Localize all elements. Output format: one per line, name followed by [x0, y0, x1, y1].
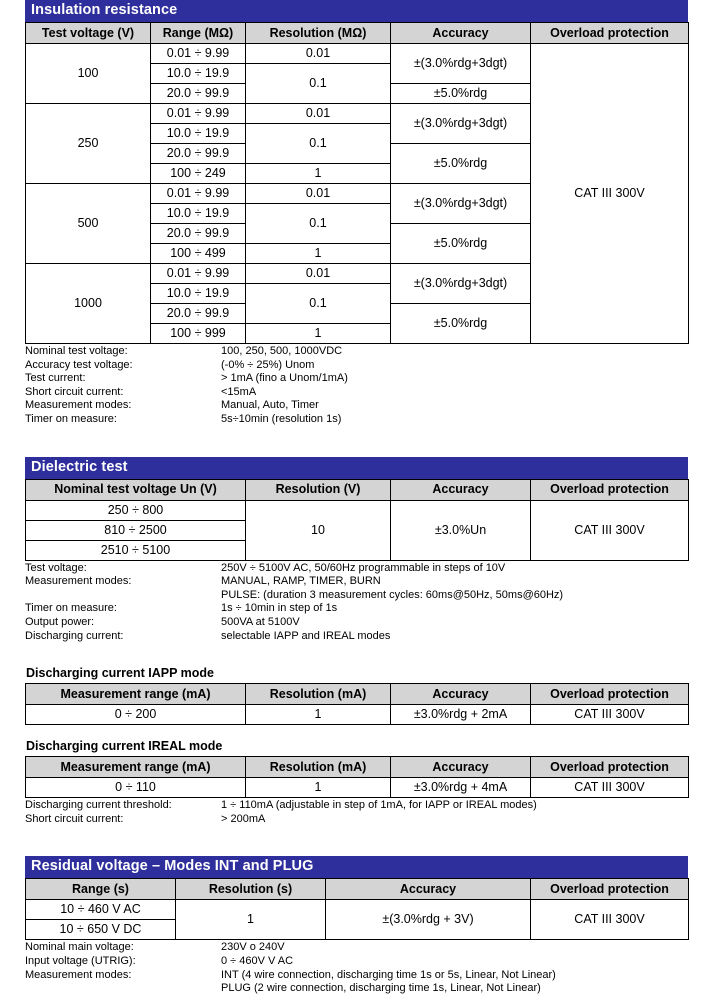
- column-header-overload-protection: Overload protection: [531, 879, 689, 900]
- spacer: [0, 725, 711, 738]
- cell-accuracy: ±(3.0%rdg+3dgt): [391, 104, 531, 144]
- cell-accuracy: ±3.0%rdg + 4mA: [391, 778, 531, 798]
- cell-accuracy: ±(3.0%rdg+3dgt): [391, 44, 531, 84]
- note-value: > 1mA (fino a Unom/1mA): [221, 372, 348, 385]
- cell-range: 10.0 ÷ 19.9: [151, 284, 246, 304]
- cell-resolution: 0.1: [246, 284, 391, 324]
- section-title-ireal: Discharging current IREAL mode: [26, 739, 223, 754]
- note-item: [25, 359, 688, 373]
- column-header-resolution: Resolution (s): [176, 879, 326, 900]
- cell-accuracy: ±3.0%Un: [391, 500, 531, 560]
- note-item: [25, 602, 688, 616]
- note-item: [25, 575, 688, 589]
- note-label: Test current:: [25, 372, 86, 385]
- note-label: Timer on measure:: [25, 412, 117, 425]
- note-item: [25, 413, 688, 427]
- cell-resolution: 0.01: [246, 184, 391, 204]
- cell-resolution: 1: [246, 244, 391, 264]
- cell-accuracy: ±5.0%rdg: [391, 144, 531, 184]
- iapp-table: [25, 683, 689, 725]
- cell-accuracy: ±5.0%rdg: [391, 224, 531, 264]
- note-item: [25, 562, 688, 576]
- note-label: Accuracy test voltage:: [25, 358, 133, 371]
- cell-resolution: 0.1: [246, 204, 391, 244]
- column-header-resolution: Resolution (MΩ): [246, 23, 391, 44]
- spacer: [0, 826, 711, 856]
- cell-range: 20.0 ÷ 99.9: [151, 304, 246, 324]
- column-header-measurement-range: Measurement range (mA): [26, 684, 246, 705]
- note-item: [25, 386, 688, 400]
- cell-resolution: 0.01: [246, 44, 391, 64]
- note-item: [25, 372, 688, 386]
- cell-resolution: 0.01: [246, 104, 391, 124]
- dielectric-notes: [25, 562, 688, 644]
- cell-range: 0.01 ÷ 9.99: [151, 264, 246, 284]
- column-header-test-voltage: Test voltage (V): [26, 23, 151, 44]
- cell-range: 10.0 ÷ 19.9: [151, 124, 246, 144]
- note-label: Test voltage:: [25, 561, 87, 574]
- cell-overload-protection: CAT III 300V: [531, 900, 689, 940]
- cell-resolution: 1: [246, 164, 391, 184]
- note-value: 500VA at 5100V: [221, 615, 300, 628]
- cell-range: 0 ÷ 110: [26, 778, 246, 798]
- column-header-measurement-range: Measurement range (mA): [26, 757, 246, 778]
- column-header-range: Range (MΩ): [151, 23, 246, 44]
- cell-resolution: 1: [246, 778, 391, 798]
- note-label: Short circuit current:: [25, 385, 124, 398]
- note-item: [25, 955, 688, 969]
- ireal-notes: [25, 799, 688, 826]
- note-value: 230V o 240V: [221, 941, 285, 954]
- column-header-resolution: Resolution (mA): [246, 684, 391, 705]
- cell-overload-protection: CAT III 300V: [531, 500, 689, 560]
- note-label: Measurement modes:: [25, 968, 132, 981]
- ireal-table: [25, 756, 689, 798]
- cell-test-voltage: 250: [26, 104, 151, 184]
- cell-accuracy: ±3.0%rdg + 2mA: [391, 705, 531, 725]
- column-header-accuracy: Accuracy: [391, 757, 531, 778]
- cell-resolution: 0.01: [246, 264, 391, 284]
- column-header-overload-protection: Overload protection: [531, 23, 689, 44]
- cell-range: 20.0 ÷ 99.9: [151, 84, 246, 104]
- section-insulation-resistance: [0, 0, 711, 427]
- note-value: PLUG (2 wire connection, discharging time 1s, Linear, Not Linear): [221, 982, 541, 995]
- column-header-accuracy: Accuracy: [326, 879, 531, 900]
- note-value: 100, 250, 500, 1000VDC: [221, 345, 343, 357]
- cell-range: 0 ÷ 200: [26, 705, 246, 725]
- column-header-accuracy: Accuracy: [391, 684, 531, 705]
- cell-accuracy: ±(3.0%rdg+3dgt): [391, 264, 531, 304]
- section-residual-voltage: [0, 856, 711, 995]
- note-item: [25, 813, 688, 827]
- cell-resolution: 1: [246, 705, 391, 725]
- dielectric-test-table: [25, 479, 689, 561]
- section-title-dielectric: Dielectric test: [25, 457, 688, 479]
- cell-range: 810 ÷ 2500: [26, 520, 246, 540]
- residual-voltage-table: [25, 878, 689, 940]
- cell-resolution: 0.1: [246, 64, 391, 104]
- note-value: 1s ÷ 10min in step of 1s: [221, 602, 338, 615]
- column-header-range: Range (s): [26, 879, 176, 900]
- cell-overload-protection: CAT III 300V: [531, 705, 689, 725]
- section-title-insulation: Insulation resistance: [25, 0, 688, 22]
- cell-resolution: 10: [246, 500, 391, 560]
- note-label: Nominal test voltage:: [25, 345, 128, 357]
- cell-range: 2510 ÷ 5100: [26, 540, 246, 560]
- cell-accuracy: ±(3.0%rdg+3dgt): [391, 184, 531, 224]
- note-value: 1 ÷ 110mA (adjustable in step of 1mA, for IAPP or IREAL modes): [221, 799, 537, 812]
- table-header-row: [26, 23, 689, 44]
- note-item: [25, 616, 688, 630]
- note-item: [25, 399, 688, 413]
- cell-range: 250 ÷ 800: [26, 500, 246, 520]
- cell-range: 0.01 ÷ 9.99: [151, 104, 246, 124]
- note-item: [25, 941, 688, 955]
- note-value: INT (4 wire connection, discharging time 1s or 5s, Linear, Not Linear): [221, 968, 556, 981]
- cell-test-voltage: 500: [26, 184, 151, 264]
- table-header-row: [26, 684, 689, 705]
- cell-range: 10 ÷ 650 V DC: [26, 920, 176, 940]
- column-header-overload-protection: Overload protection: [531, 684, 689, 705]
- note-label: Input voltage (UTRIG):: [25, 954, 136, 967]
- cell-accuracy: ±5.0%rdg: [391, 304, 531, 344]
- note-label: Nominal main voltage:: [25, 941, 134, 954]
- column-header-resolution: Resolution (V): [246, 479, 391, 500]
- cell-overload-protection: CAT III 300V: [531, 778, 689, 798]
- note-label: Timer on measure:: [25, 602, 117, 615]
- table-header-row: [26, 479, 689, 500]
- residual-notes: [25, 941, 688, 995]
- note-label: Measurement modes:: [25, 575, 132, 588]
- section-discharging-current-iapp: [0, 665, 711, 725]
- note-label: Short circuit current:: [25, 812, 124, 825]
- column-header-nominal-test-voltage: Nominal test voltage Un (V): [26, 479, 246, 500]
- table-row: [26, 705, 689, 725]
- table-header-row: [26, 757, 689, 778]
- column-header-overload-protection: Overload protection: [531, 757, 689, 778]
- note-value: 5s÷10min (resolution 1s): [221, 412, 342, 425]
- cell-test-voltage: 100: [26, 44, 151, 104]
- cell-range: 20.0 ÷ 99.9: [151, 224, 246, 244]
- note-value: MANUAL, RAMP, TIMER, BURN: [221, 575, 381, 588]
- note-label: Measurement modes:: [25, 399, 132, 412]
- section-dielectric-test: [0, 457, 711, 644]
- table-row: [26, 900, 689, 920]
- note-item: [25, 630, 688, 644]
- cell-overload-protection: CAT III 300V: [531, 44, 689, 344]
- note-label: Discharging current:: [25, 629, 124, 642]
- cell-range: 10.0 ÷ 19.9: [151, 64, 246, 84]
- section-title-iapp: Discharging current IAPP mode: [26, 666, 215, 681]
- note-value: > 200mA: [221, 812, 266, 825]
- insulation-resistance-table: [25, 22, 689, 344]
- cell-range: 0.01 ÷ 9.99: [151, 184, 246, 204]
- note-value: <15mA: [221, 385, 257, 398]
- cell-range: 100 ÷ 499: [151, 244, 246, 264]
- insulation-notes: [25, 345, 688, 427]
- note-label: Discharging current threshold:: [25, 799, 172, 812]
- cell-range: 10 ÷ 460 V AC: [26, 900, 176, 920]
- cell-test-voltage: 1000: [26, 264, 151, 344]
- cell-accuracy: ±(3.0%rdg + 3V): [326, 900, 531, 940]
- table-row: [26, 500, 689, 520]
- note-value: 250V ÷ 5100V AC, 50/60Hz programmable in steps of 10V: [221, 561, 506, 574]
- cell-range: 20.0 ÷ 99.9: [151, 144, 246, 164]
- note-item: [25, 969, 688, 983]
- note-item: [25, 345, 688, 359]
- cell-resolution: 0.1: [246, 124, 391, 164]
- note-value: Manual, Auto, Timer: [221, 399, 319, 412]
- spacer: [0, 643, 711, 665]
- table-header-row: [26, 879, 689, 900]
- section-discharging-current-ireal: [0, 738, 711, 826]
- cell-accuracy: ±5.0%rdg: [391, 84, 531, 104]
- cell-range: 10.0 ÷ 19.9: [151, 204, 246, 224]
- cell-resolution: 1: [176, 900, 326, 940]
- cell-range: 0.01 ÷ 9.99: [151, 44, 246, 64]
- note-item: [25, 799, 688, 813]
- cell-range: 100 ÷ 999: [151, 324, 246, 344]
- table-row: [26, 778, 689, 798]
- column-header-overload-protection: Overload protection: [531, 479, 689, 500]
- note-value: (-0% ÷ 25%) Unom: [221, 358, 315, 371]
- spacer: [0, 427, 711, 457]
- column-header-accuracy: Accuracy: [391, 23, 531, 44]
- column-header-accuracy: Accuracy: [391, 479, 531, 500]
- section-title-residual: Residual voltage – Modes INT and PLUG: [25, 856, 688, 878]
- table-row: [26, 44, 689, 64]
- column-header-resolution: Resolution (mA): [246, 757, 391, 778]
- note-value: PULSE: (duration 3 measurement cycles: 60ms@50Hz, 50ms@60Hz): [221, 588, 564, 601]
- note-item: [25, 982, 688, 996]
- note-value: 0 ÷ 460V V AC: [221, 954, 294, 967]
- cell-resolution: 1: [246, 324, 391, 344]
- note-item: [25, 589, 688, 603]
- note-label: Output power:: [25, 615, 95, 628]
- cell-range: 100 ÷ 249: [151, 164, 246, 184]
- note-value: selectable IAPP and IREAL modes: [221, 629, 391, 642]
